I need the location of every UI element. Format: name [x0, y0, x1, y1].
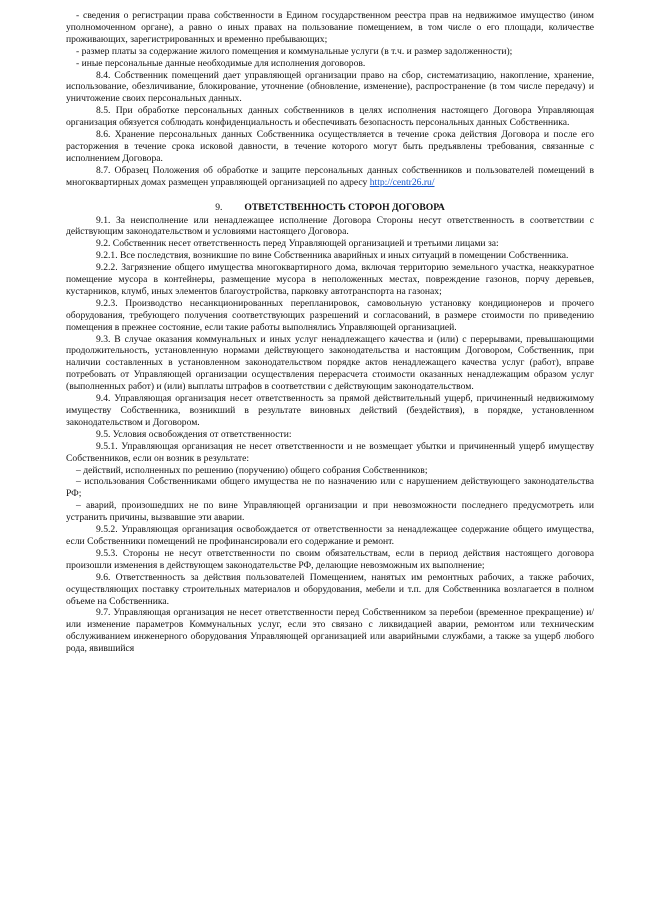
paragraph-other-data: - иные персональные данные необходимые для исполнения договоров. — [76, 57, 366, 69]
paragraph-payment-size: - размер платы за содержание жилого помещения и коммунальные услуги (в т.ч. и размер задолженности); — [76, 45, 513, 57]
section-gap — [66, 189, 594, 202]
paragraph-9-6: 9.6. Ответственность за действия пользователей Помещением, нанятых им ремонтных рабочих, а также рабочих, осуществляющих поставку строительных материалов и оборудования, мебели и т.п. для Собственника возлагается в полном объеме на Собственника. — [66, 571, 594, 607]
paragraph-9-2-2: 9.2.2. Загрязнение общего имущества многоквартирного дома, включая территорию земельного участка, неаккуратное помещение мусора в контейнеры, размещение мусора в неположенных местах, повреждение газонов, порчу деревьев, кустарников, клумб, иных элементов благоустройства, парковку автотранспорта на газонах; — [66, 262, 594, 297]
paragraph-8-5: 8.5. При обработке персональных данных собственников в целях исполнения настоящего Договора Управляющая организация обязуется соблюдать конфиденциальность и обеспечивать безопасность персональных данных Собственника. — [66, 105, 594, 129]
section-number: 9. — [215, 201, 223, 213]
paragraph-9-1: 9.1. За неисполнение или ненадлежащее исполнение Договора Стороны несут ответственность в соответствии с действующим законодательством и условиями настоящего Договора. — [66, 214, 594, 238]
paragraph-9-5-3: 9.5.3. Стороны не несут ответственности по своим обязательствам, если в период действия настоящего договора произошли изменения в действующем законодательстве РФ, делающие невозможным их выполнение; — [66, 547, 594, 571]
paragraph-9-2: 9.2. Собственник несет ответственность перед Управляющей организацией и третьими лицами за: — [96, 238, 499, 250]
list-item-misuse: – использования Собственниками общего имущества не по назначению или с нарушением действующего законодательства РФ; — [66, 476, 594, 500]
paragraph-8-6: 8.6. Хранение персональных данных Собственника осуществляется в течение срока действия Договора и после его расторжения в течение срока исковой давности, в течение которого могут быть предъявлены требования, связанные с исполнением Договора. — [66, 129, 594, 164]
list-item-meeting-decisions: – действий, исполненных по решению (поручению) общего собрания Собственников; — [76, 464, 428, 476]
list-item-accidents: – аварий, произошедших не по вине Управляющей организации и при невозможности последнего предусмотреть или устранить причины, вызвавшие эти аварии. — [66, 500, 594, 524]
paragraph-9-5-2: 9.5.2. Управляющая организация освобождается от ответственности за ненадлежащее содержание общего имущества, если Собственники помещений не профинансировали его содержание и ремонт. — [66, 524, 594, 547]
section-title: ОТВЕТСТВЕННОСТЬ СТОРОН ДОГОВОРА — [244, 201, 445, 213]
paragraph-9-7: 9.7. Управляющая организация не несет ответственности перед Собственником за перебои (временное прекращение) и/или изменение параметров Коммунальных услуг, если это связано с ликвидацией аварии, ремонтом или техническим обслуживанием инженерного оборудования Управляющей организацией или аварийными службами, а также за ущерб любого рода, явившийся — [66, 607, 594, 655]
paragraph-9-2-1: 9.2.1. Все последствия, возникшие по вине Собственника аварийных и иных ситуаций в помещении Собственника. — [96, 250, 569, 262]
paragraph-9-4: 9.4. Управляющая организация несет ответственность за прямой действительный ущерб, причиненный недвижимому имуществу Собственника, возникший в результате виновных действий (бездействия), в порядке, установленном законодательством и Договором. — [66, 393, 594, 428]
paragraph-registration-info: - сведения о регистрации права собственности в Едином государственном реестра прав на недвижимое имущество (ином уполномоченном органе), а равно о иных правах на пользование помещением, в том числе о его площади, количестве проживающих, зарегистрированных и временно пребывающих; — [66, 10, 594, 45]
paragraph-8-4: 8.4. Собственник помещений дает управляющей организации право на сбор, систематизацию, накопление, хранение, использование, обезличивание, блокирование, уточнение (обновление, изменение), распространение (в том числе передачу) и уничтожение своих персональных данных. — [66, 69, 594, 105]
centr26-link[interactable]: http://centr26.ru/ — [369, 176, 435, 188]
paragraph-8-7-text: 8.7. Образец Положения об обработке и защите персональных данных собственников и пользователей помещений в многоквартирных домах размещен управляющей организацией по адресу — [66, 164, 594, 188]
section-heading — [66, 202, 594, 214]
paragraph-9-5: 9.5. Условия освобождения от ответственности: — [96, 428, 292, 440]
paragraph-9-3: 9.3. В случае оказания коммунальных и иных услуг ненадлежащего качества и (или) с перерывами, превышающими продолжительность, установленную нормами действующего законодательства и настоящим Договором, Собственник, при наличии составленных в установленном законодательством порядке актов ненадлежащего качества услуг (работ), вправе потребовать от Управляющей организации осуществления перерасчета стоимости оказанных ненадлежащим образом услуг (выполненных работ) и (или) выплаты штрафов в соответствии с действующим законодательством. — [66, 333, 594, 393]
paragraph-9-2-3: 9.2.3. Производство несанкционированных перепланировок, самовольную установку кондиционеров и прочего оборудования, требующего получения соответствующих разрешений и согласований, в размере стоимости по приведению помещения в прежнее состояние, если такие работы выполнялись Управляющей организацией. — [66, 297, 594, 333]
paragraph-8-7 — [66, 165, 594, 189]
paragraph-9-5-1: 9.5.1. Управляющая организация не несет ответственности и не возмещает убытки и причиненный ущерб имуществу Собственников, если он возник в результате: — [66, 440, 594, 464]
